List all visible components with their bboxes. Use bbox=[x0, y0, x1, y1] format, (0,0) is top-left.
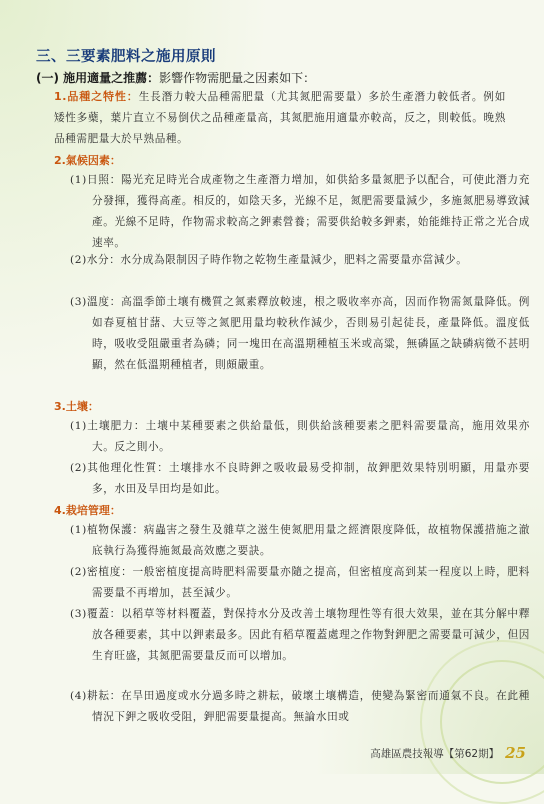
sub-paragraph-density bbox=[70, 562, 530, 604]
sub-text-tillage: 在旱田過度或水分過多時之耕耘，破壞土壤構造，使變為緊密而通氣不良。在此種情況下鉀之吸收受阻，鉀肥需要量提高。無論水田或 bbox=[92, 690, 530, 723]
sub-paragraph-plant-protection bbox=[70, 520, 530, 562]
sub-label-plant-protection: (1)植物保護： bbox=[70, 524, 144, 536]
sub-text-mulching: 以稻草等材料覆蓋，對保持水分及改善土壤物理性等有很大效果，並在其分解中釋放各種要素，其中以鉀素最多。因此有稻草覆蓋處理之作物對鉀肥之需要量可減少，但因生育旺盛，其氮肥需要量反而可以增加。 bbox=[92, 608, 530, 662]
sub-text-temperature: 高溫季節土壤有機質之氮素釋放較速，根之吸收率亦高，因而作物需氮量降低。例如春夏植甘藷、大豆等之氮肥用量均較秋作減少，否則易引起徒長，產量降低。溫度低時，吸收受阻嚴重者為磷；同一塊田在高溫期種植玉米或高粱，無磷區之缺磷病徵不甚明顯，然在低溫期種植者，則頗嚴重。 bbox=[92, 296, 530, 371]
sub-paragraph-water bbox=[70, 250, 530, 271]
sub-label-mulching: (3)覆蓋： bbox=[70, 608, 122, 620]
subsection-intro: 影響作物需肥量之因素如下： bbox=[159, 71, 316, 85]
item-title-soil: 3.土壤： bbox=[54, 400, 99, 413]
sub-text-sunlight: 陽光充足時光合成產物之生產潛力增加，如供給多量氮肥予以配合，可使此潛力充分發揮，獲得高產。相反的，如陰天多，光線不足，氮肥需要量減少，多施氮肥易導致減產。光線不足時，作物需求較高之鉀素營養；需要供給較多鉀素，始能維持正常之光合成速率。 bbox=[92, 174, 530, 249]
sub-label-temperature: (3)溫度： bbox=[70, 296, 122, 308]
sub-paragraph-tillage bbox=[70, 686, 530, 728]
sub-paragraph-physicochemical bbox=[70, 458, 530, 500]
page-number: 25 bbox=[505, 744, 526, 762]
sub-label-sunlight: (1)日照： bbox=[70, 174, 122, 186]
sub-label-tillage: (4)耕耘： bbox=[70, 690, 122, 702]
item-title-climate: 2.氣候因素： bbox=[54, 154, 121, 167]
subsection-title: (一) 施用適量之推薦： bbox=[36, 71, 160, 85]
sub-label-soil-fertility: (1)土壤肥力： bbox=[70, 420, 146, 432]
section-heading: 三、三要素肥料之施用原則 bbox=[36, 49, 216, 65]
sub-text-water: 水分成為限制因子時作物之乾物生產量減少，肥料之需要量亦當減少。 bbox=[120, 254, 468, 266]
sub-paragraph-temperature bbox=[70, 292, 530, 376]
sub-text-physicochemical: 土壤排水不良時鉀之吸收最易受抑制，故鉀肥效果特別明顯，用量亦要多，水田及旱田均是如此。 bbox=[92, 462, 530, 495]
sub-paragraph-sunlight bbox=[70, 170, 530, 254]
sub-text-plant-protection: 病蟲害之發生及雜草之滋生使氮肥用量之經濟限度降低，故植物保護措施之澈底執行為獲得施氮最高效應之要訣。 bbox=[92, 524, 530, 557]
sub-label-density: (2)密植度： bbox=[70, 566, 133, 578]
sub-paragraph-mulching bbox=[70, 604, 530, 667]
sub-paragraph-soil-fertility bbox=[70, 416, 530, 458]
item-text-variety: 生長潛力較大品種需肥量（尤其氮肥需要量）多於生產潛力較低者。例如矮性多蘗，葉片直立不易倒伏之品種產量高，其氮肥施用適量亦較高，反之，則較低。晚熟品種需肥量大於早熟品種。 bbox=[54, 91, 506, 145]
subsection-heading bbox=[36, 69, 315, 86]
sub-label-water: (2)水分： bbox=[70, 254, 121, 266]
item-title-variety: 1.品種之特性： bbox=[54, 90, 139, 103]
publication-name: 高雄區農技報導【第62期】 bbox=[370, 747, 500, 760]
page-footer bbox=[370, 744, 526, 762]
item-title-cultivation: 4.栽培管理： bbox=[54, 504, 121, 517]
item-1-paragraph bbox=[54, 86, 506, 150]
sub-label-physicochemical: (2)其他理化性質： bbox=[70, 462, 169, 474]
sub-text-soil-fertility: 土壤中某種要素之供給量低，則供給該種要素之肥料需要量高，施用效果亦大。反之則小。 bbox=[92, 420, 530, 453]
sub-text-density: 一般密植度提高時肥料需要量亦隨之提高，但密植度高到某一程度以上時，肥料需要量不再增加，甚至減少。 bbox=[92, 566, 530, 599]
